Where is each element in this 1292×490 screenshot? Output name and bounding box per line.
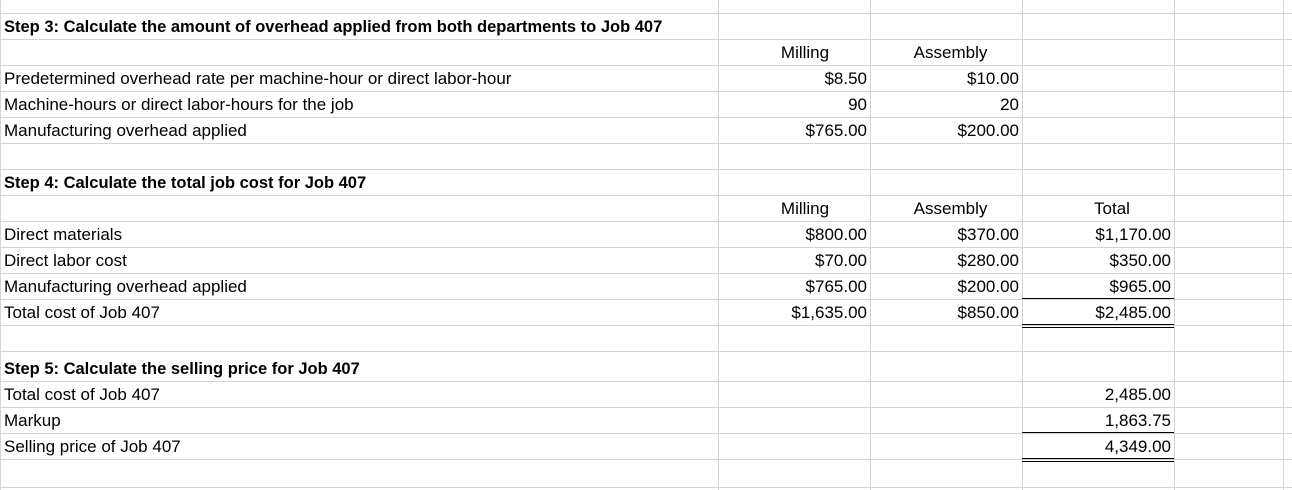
step5-row-label: Markup <box>4 411 61 430</box>
step3-milling-cell: $8.50 <box>824 69 867 88</box>
step3-row-label: Manufacturing overhead applied <box>4 121 247 140</box>
step4-total-cell: $350.00 <box>1109 251 1171 270</box>
gridline <box>1174 0 1175 490</box>
step5-row-label: Total cost of Job 407 <box>4 385 160 404</box>
step5-title: Step 5: Calculate the selling price for Job 407 <box>4 360 360 378</box>
step4-header-milling: Milling <box>780 199 830 218</box>
selling-double-border-top <box>1022 458 1174 459</box>
step3-milling-cell: 90 <box>848 95 867 114</box>
total-top-border <box>1022 298 1174 299</box>
gridline <box>0 351 1292 352</box>
step4-total-cell: $2,485.00 <box>1095 303 1171 322</box>
step4-milling-cell: $800.00 <box>805 225 867 244</box>
step4-milling-cell: $765.00 <box>805 277 867 296</box>
step3-assembly-cell: $10.00 <box>967 69 1019 88</box>
gridline <box>870 0 871 490</box>
selling-double-border-bottom <box>1022 461 1174 462</box>
step5-row-label: Selling price of Job 407 <box>4 437 181 456</box>
step4-total-cell: $1,170.00 <box>1095 225 1171 244</box>
step4-row-label: Total cost of Job 407 <box>4 303 160 322</box>
step3-milling-cell: $765.00 <box>805 121 867 140</box>
step4-header-assembly: Assembly <box>913 199 988 218</box>
step3-title: Step 3: Calculate the amount of overhead applied from both departments to Job 407 <box>4 18 663 36</box>
step4-assembly-cell: $370.00 <box>957 225 1019 244</box>
gridline <box>718 0 719 490</box>
gridline <box>0 0 1 490</box>
step4-row-label: Manufacturing overhead applied <box>4 277 247 296</box>
gridline <box>1022 0 1023 490</box>
step4-assembly-cell: $200.00 <box>957 277 1019 296</box>
step4-assembly-cell: $280.00 <box>957 251 1019 270</box>
total-double-border-top <box>1022 324 1174 325</box>
gridline <box>0 487 1292 488</box>
step5-total-cell: 4,349.00 <box>1104 437 1171 456</box>
step5-total-cell: 1,863.75 <box>1104 411 1171 430</box>
step5-total-cell: 2,485.00 <box>1104 385 1171 404</box>
step4-row-label: Direct materials <box>4 225 123 244</box>
step4-milling-cell: $70.00 <box>815 251 867 270</box>
step3-row-label: Machine-hours or direct labor-hours for the job <box>4 95 354 114</box>
step4-row-label: Direct labor cost <box>4 251 127 270</box>
step3-assembly-cell: 20 <box>1000 95 1019 114</box>
gridline <box>1283 0 1284 490</box>
step3-header-milling: Milling <box>780 43 830 62</box>
step3-row-label: Predetermined overhead rate per machine-hour or direct labor-hour <box>4 69 512 88</box>
step4-assembly-cell: $850.00 <box>957 303 1019 322</box>
step4-total-cell: $965.00 <box>1109 277 1171 296</box>
step3-assembly-cell: $200.00 <box>957 121 1019 140</box>
step4-header-total: Total <box>1094 199 1130 218</box>
markup-bottom-border <box>1022 432 1174 433</box>
step3-header-assembly: Assembly <box>913 43 988 62</box>
total-double-border-bottom <box>1022 327 1174 328</box>
step4-title: Step 4: Calculate the total job cost for Job 407 <box>4 174 367 192</box>
step4-milling-cell: $1,635.00 <box>791 303 867 322</box>
